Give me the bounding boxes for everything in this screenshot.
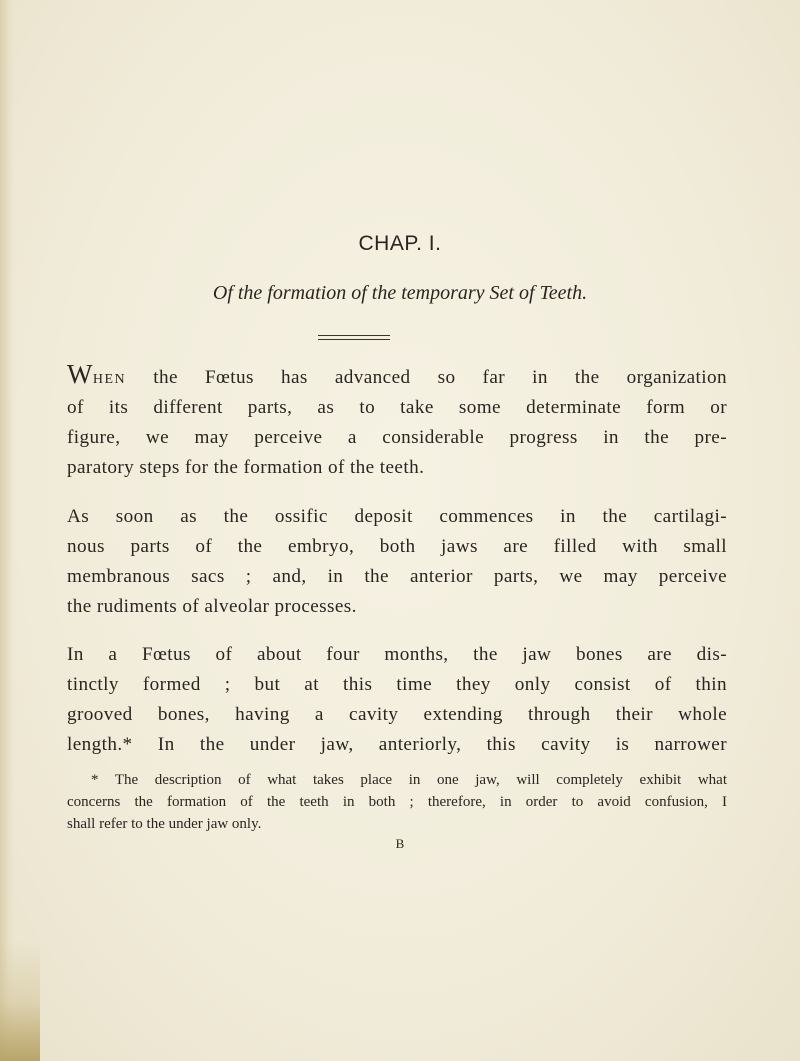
paragraph-line: of its different parts, as to take some determinate form or bbox=[67, 397, 727, 418]
paragraph-line: nous parts of the embryo, both jaws are filled with small bbox=[67, 536, 727, 557]
paragraph-1 bbox=[67, 359, 727, 483]
line-text: the Fœtus has advanced so far in the organization bbox=[126, 367, 727, 388]
paragraph-line: membranous sacs ; and, in the anterior parts, we may perceive bbox=[67, 566, 727, 587]
paragraph-line: In a Fœtus of about four months, the jaw bones are dis- bbox=[67, 644, 727, 665]
paragraph-2 bbox=[67, 502, 727, 622]
small-caps-text: HEN bbox=[92, 372, 127, 387]
footnote-line: * The description of what takes place in one jaw, will completely exhibit what bbox=[91, 772, 727, 788]
paragraph-line: As soon as the ossific deposit commences in the cartilagi- bbox=[67, 506, 727, 527]
paragraph-line: grooved bones, having a cavity extending through their whole bbox=[67, 704, 727, 725]
chapter-title: Of the formation of the temporary Set of Teeth. bbox=[212, 282, 588, 304]
footnote-line: concerns the formation of the teeth in both ; therefore, in order to avoid confusion, I bbox=[67, 794, 727, 810]
paragraph-line: length.* In the under jaw, anteriorly, this cavity is narrower bbox=[67, 734, 727, 755]
title-rule-bottom bbox=[318, 339, 390, 340]
paragraph-line: tinctly formed ; but at this time they only consist of thin bbox=[67, 674, 727, 695]
paragraph-line: the rudiments of alveolar processes. bbox=[67, 596, 357, 617]
signature-mark: B bbox=[395, 836, 405, 851]
paragraph-3 bbox=[67, 640, 727, 760]
paragraph-line: paratory steps for the formation of the teeth. bbox=[67, 457, 425, 478]
paragraph-line bbox=[67, 359, 727, 393]
title-rule-top bbox=[318, 335, 390, 336]
chapter-heading: CHAP. I. bbox=[358, 232, 442, 255]
drop-cap: W bbox=[67, 359, 93, 389]
paper-stain bbox=[0, 941, 40, 1061]
paragraph-line: figure, we may perceive a considerable progress in the pre- bbox=[67, 427, 727, 448]
footnote-line: shall refer to the under jaw only. bbox=[67, 816, 262, 832]
footnote bbox=[67, 769, 727, 835]
page-edge-shadow bbox=[0, 0, 14, 1061]
